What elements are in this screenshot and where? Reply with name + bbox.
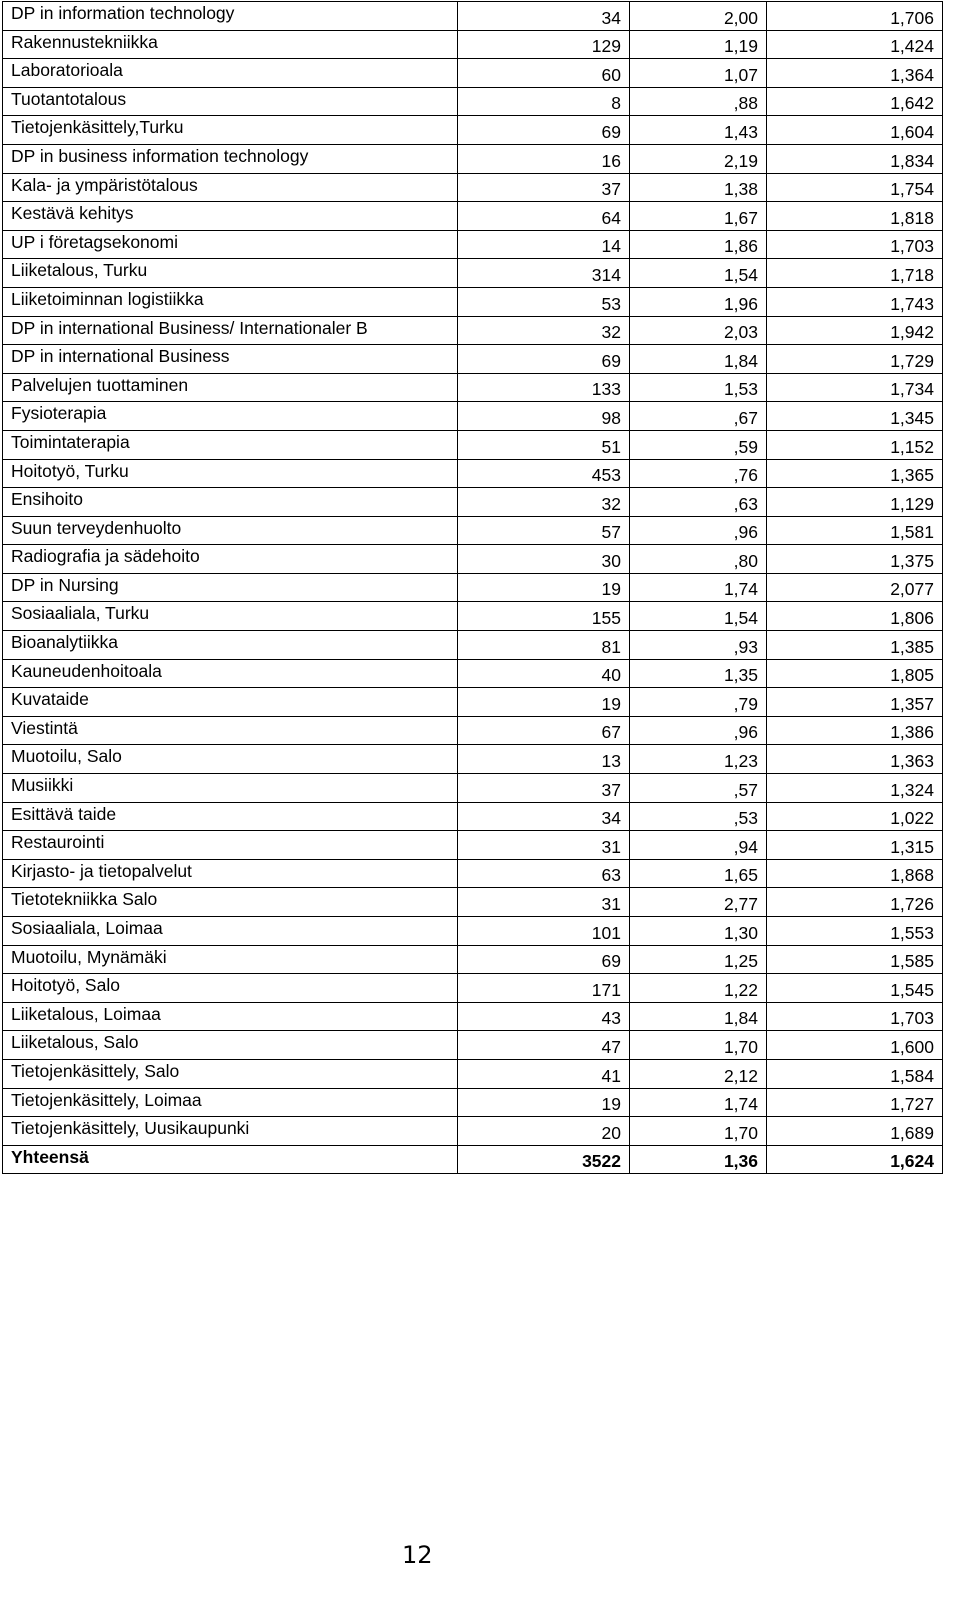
statistics-table xyxy=(2,1,943,1174)
std-dev-cell: 1,868 xyxy=(767,859,943,888)
program-name-cell: Muotoilu, Mynämäki xyxy=(3,945,458,974)
mean-cell: ,80 xyxy=(630,545,767,574)
program-name-cell: Sosiaaliala, Loimaa xyxy=(3,917,458,946)
table-body xyxy=(3,2,943,1174)
std-dev-cell: 1,703 xyxy=(767,1002,943,1031)
mean-cell: 1,43 xyxy=(630,116,767,145)
program-name-cell: Viestintä xyxy=(3,716,458,745)
std-dev-cell: 1,754 xyxy=(767,173,943,202)
program-name-cell: Tietojenkäsittely,Turku xyxy=(3,116,458,145)
program-name-cell: Tietotekniikka Salo xyxy=(3,888,458,917)
std-dev-cell: 1,706 xyxy=(767,2,943,31)
count-cell: 19 xyxy=(458,1088,630,1117)
mean-cell: 1,65 xyxy=(630,859,767,888)
std-dev-cell: 1,545 xyxy=(767,974,943,1003)
program-name-cell: Kuvataide xyxy=(3,688,458,717)
std-dev-cell: 1,727 xyxy=(767,1088,943,1117)
program-name-cell: Kestävä kehitys xyxy=(3,202,458,231)
program-name-cell: Liiketalous, Salo xyxy=(3,1031,458,1060)
program-name-cell: DP in information technology xyxy=(3,2,458,31)
table-row xyxy=(3,259,943,288)
program-name-cell: Tietojenkäsittely, Loimaa xyxy=(3,1088,458,1117)
count-cell: 69 xyxy=(458,116,630,145)
program-name-cell: Toimintaterapia xyxy=(3,430,458,459)
count-cell: 31 xyxy=(458,831,630,860)
mean-cell: 1,36 xyxy=(630,1145,767,1174)
std-dev-cell: 1,805 xyxy=(767,659,943,688)
mean-cell: 1,07 xyxy=(630,59,767,88)
program-name-cell: Palvelujen tuottaminen xyxy=(3,373,458,402)
mean-cell: 1,67 xyxy=(630,202,767,231)
table-row xyxy=(3,1031,943,1060)
table-row xyxy=(3,1088,943,1117)
table-row xyxy=(3,1002,943,1031)
table-row xyxy=(3,430,943,459)
count-cell: 155 xyxy=(458,602,630,631)
count-cell: 453 xyxy=(458,459,630,488)
std-dev-cell: 1,624 xyxy=(767,1145,943,1174)
mean-cell: 1,19 xyxy=(630,30,767,59)
std-dev-cell: 1,942 xyxy=(767,316,943,345)
mean-cell: ,59 xyxy=(630,430,767,459)
count-cell: 37 xyxy=(458,173,630,202)
program-name-cell: Hoitotyö, Turku xyxy=(3,459,458,488)
program-name-cell: DP in international Business/ Internationaler B xyxy=(3,316,458,345)
program-name-cell: Liiketalous, Loimaa xyxy=(3,1002,458,1031)
std-dev-cell: 1,553 xyxy=(767,917,943,946)
mean-cell: 2,77 xyxy=(630,888,767,917)
count-cell: 19 xyxy=(458,688,630,717)
table-row xyxy=(3,459,943,488)
count-cell: 81 xyxy=(458,631,630,660)
mean-cell: ,93 xyxy=(630,631,767,660)
count-cell: 8 xyxy=(458,87,630,116)
count-cell: 47 xyxy=(458,1031,630,1060)
std-dev-cell: 1,424 xyxy=(767,30,943,59)
mean-cell: 2,19 xyxy=(630,144,767,173)
count-cell: 64 xyxy=(458,202,630,231)
count-cell: 57 xyxy=(458,516,630,545)
table-row xyxy=(3,30,943,59)
std-dev-cell: 1,385 xyxy=(767,631,943,660)
std-dev-cell: 1,743 xyxy=(767,287,943,316)
count-cell: 40 xyxy=(458,659,630,688)
program-name-cell: DP in business information technology xyxy=(3,144,458,173)
program-name-cell: Suun terveydenhuolto xyxy=(3,516,458,545)
count-cell: 69 xyxy=(458,345,630,374)
program-name-cell: Kirjasto- ja tietopalvelut xyxy=(3,859,458,888)
std-dev-cell: 1,365 xyxy=(767,459,943,488)
mean-cell: ,96 xyxy=(630,516,767,545)
mean-cell: ,67 xyxy=(630,402,767,431)
program-name-cell: Muotoilu, Salo xyxy=(3,745,458,774)
count-cell: 41 xyxy=(458,1059,630,1088)
std-dev-cell: 1,364 xyxy=(767,59,943,88)
mean-cell: 2,03 xyxy=(630,316,767,345)
count-cell: 314 xyxy=(458,259,630,288)
program-name-cell: Liiketalous, Turku xyxy=(3,259,458,288)
mean-cell: 1,96 xyxy=(630,287,767,316)
mean-cell: 1,30 xyxy=(630,917,767,946)
count-cell: 67 xyxy=(458,716,630,745)
program-name-cell: Bioanalytiikka xyxy=(3,631,458,660)
program-name-cell: Radiografia ja sädehoito xyxy=(3,545,458,574)
std-dev-cell: 1,734 xyxy=(767,373,943,402)
program-name-cell: Yhteensä xyxy=(3,1145,458,1174)
mean-cell: 1,74 xyxy=(630,573,767,602)
std-dev-cell: 1,345 xyxy=(767,402,943,431)
table-total-row xyxy=(3,1145,943,1174)
mean-cell: 1,35 xyxy=(630,659,767,688)
mean-cell: ,63 xyxy=(630,488,767,517)
std-dev-cell: 1,642 xyxy=(767,87,943,116)
table-row xyxy=(3,230,943,259)
std-dev-cell: 1,386 xyxy=(767,716,943,745)
table-row xyxy=(3,602,943,631)
count-cell: 31 xyxy=(458,888,630,917)
std-dev-cell: 1,585 xyxy=(767,945,943,974)
program-name-cell: DP in Nursing xyxy=(3,573,458,602)
table-row xyxy=(3,974,943,1003)
std-dev-cell: 1,806 xyxy=(767,602,943,631)
std-dev-cell: 1,022 xyxy=(767,802,943,831)
table-row xyxy=(3,373,943,402)
mean-cell: 1,84 xyxy=(630,1002,767,1031)
table-row xyxy=(3,745,943,774)
program-name-cell: Sosiaaliala, Turku xyxy=(3,602,458,631)
std-dev-cell: 2,077 xyxy=(767,573,943,602)
table-row xyxy=(3,316,943,345)
mean-cell: 2,00 xyxy=(630,2,767,31)
program-name-cell: DP in international Business xyxy=(3,345,458,374)
program-name-cell: Fysioterapia xyxy=(3,402,458,431)
mean-cell: 1,54 xyxy=(630,602,767,631)
program-name-cell: Musiikki xyxy=(3,774,458,803)
table-row xyxy=(3,917,943,946)
table-row xyxy=(3,573,943,602)
table-row xyxy=(3,59,943,88)
mean-cell: 2,12 xyxy=(630,1059,767,1088)
mean-cell: ,57 xyxy=(630,774,767,803)
program-name-cell: UP i företagsekonomi xyxy=(3,230,458,259)
std-dev-cell: 1,315 xyxy=(767,831,943,860)
std-dev-cell: 1,152 xyxy=(767,430,943,459)
table-row xyxy=(3,116,943,145)
count-cell: 51 xyxy=(458,430,630,459)
mean-cell: 1,22 xyxy=(630,974,767,1003)
table-row xyxy=(3,545,943,574)
table-row xyxy=(3,345,943,374)
std-dev-cell: 1,129 xyxy=(767,488,943,517)
table-row xyxy=(3,488,943,517)
std-dev-cell: 1,703 xyxy=(767,230,943,259)
program-name-cell: Liiketoiminnan logistiikka xyxy=(3,287,458,316)
table-row xyxy=(3,173,943,202)
table-row xyxy=(3,716,943,745)
count-cell: 129 xyxy=(458,30,630,59)
mean-cell: 1,54 xyxy=(630,259,767,288)
table-row xyxy=(3,1117,943,1146)
program-name-cell: Kala- ja ympäristötalous xyxy=(3,173,458,202)
count-cell: 43 xyxy=(458,1002,630,1031)
table-row xyxy=(3,87,943,116)
mean-cell: 1,84 xyxy=(630,345,767,374)
page-number: 12 xyxy=(402,1541,433,1569)
program-name-cell: Hoitotyö, Salo xyxy=(3,974,458,1003)
mean-cell: 1,23 xyxy=(630,745,767,774)
mean-cell: 1,25 xyxy=(630,945,767,974)
std-dev-cell: 1,689 xyxy=(767,1117,943,1146)
count-cell: 133 xyxy=(458,373,630,402)
count-cell: 19 xyxy=(458,573,630,602)
mean-cell: ,88 xyxy=(630,87,767,116)
count-cell: 60 xyxy=(458,59,630,88)
program-name-cell: Ensihoito xyxy=(3,488,458,517)
table-row xyxy=(3,831,943,860)
count-cell: 171 xyxy=(458,974,630,1003)
program-name-cell: Esittävä taide xyxy=(3,802,458,831)
table-row xyxy=(3,802,943,831)
program-name-cell: Tuotantotalous xyxy=(3,87,458,116)
count-cell: 69 xyxy=(458,945,630,974)
count-cell: 53 xyxy=(458,287,630,316)
std-dev-cell: 1,584 xyxy=(767,1059,943,1088)
std-dev-cell: 1,718 xyxy=(767,259,943,288)
count-cell: 101 xyxy=(458,917,630,946)
table-row xyxy=(3,2,943,31)
program-name-cell: Restaurointi xyxy=(3,831,458,860)
std-dev-cell: 1,363 xyxy=(767,745,943,774)
std-dev-cell: 1,834 xyxy=(767,144,943,173)
mean-cell: ,76 xyxy=(630,459,767,488)
table-row xyxy=(3,659,943,688)
count-cell: 14 xyxy=(458,230,630,259)
std-dev-cell: 1,375 xyxy=(767,545,943,574)
mean-cell: ,94 xyxy=(630,831,767,860)
mean-cell: 1,74 xyxy=(630,1088,767,1117)
mean-cell: 1,70 xyxy=(630,1031,767,1060)
count-cell: 13 xyxy=(458,745,630,774)
table-row xyxy=(3,774,943,803)
mean-cell: 1,38 xyxy=(630,173,767,202)
table-row xyxy=(3,516,943,545)
count-cell: 30 xyxy=(458,545,630,574)
std-dev-cell: 1,600 xyxy=(767,1031,943,1060)
table-row xyxy=(3,144,943,173)
std-dev-cell: 1,581 xyxy=(767,516,943,545)
mean-cell: ,79 xyxy=(630,688,767,717)
count-cell: 3522 xyxy=(458,1145,630,1174)
count-cell: 34 xyxy=(458,802,630,831)
count-cell: 32 xyxy=(458,316,630,345)
program-name-cell: Kauneudenhoitoala xyxy=(3,659,458,688)
std-dev-cell: 1,729 xyxy=(767,345,943,374)
table-row xyxy=(3,287,943,316)
count-cell: 20 xyxy=(458,1117,630,1146)
table-row xyxy=(3,402,943,431)
table-row xyxy=(3,888,943,917)
mean-cell: 1,53 xyxy=(630,373,767,402)
mean-cell: ,53 xyxy=(630,802,767,831)
std-dev-cell: 1,324 xyxy=(767,774,943,803)
std-dev-cell: 1,604 xyxy=(767,116,943,145)
table-row xyxy=(3,1059,943,1088)
program-name-cell: Rakennustekniikka xyxy=(3,30,458,59)
mean-cell: 1,70 xyxy=(630,1117,767,1146)
mean-cell: 1,86 xyxy=(630,230,767,259)
table-row xyxy=(3,688,943,717)
program-name-cell: Tietojenkäsittely, Salo xyxy=(3,1059,458,1088)
mean-cell: ,96 xyxy=(630,716,767,745)
program-name-cell: Tietojenkäsittely, Uusikaupunki xyxy=(3,1117,458,1146)
count-cell: 98 xyxy=(458,402,630,431)
table-row xyxy=(3,631,943,660)
count-cell: 34 xyxy=(458,2,630,31)
std-dev-cell: 1,357 xyxy=(767,688,943,717)
count-cell: 37 xyxy=(458,774,630,803)
table-row xyxy=(3,859,943,888)
std-dev-cell: 1,726 xyxy=(767,888,943,917)
count-cell: 32 xyxy=(458,488,630,517)
count-cell: 16 xyxy=(458,144,630,173)
std-dev-cell: 1,818 xyxy=(767,202,943,231)
program-name-cell: Laboratorioala xyxy=(3,59,458,88)
table-row xyxy=(3,202,943,231)
count-cell: 63 xyxy=(458,859,630,888)
table-row xyxy=(3,945,943,974)
